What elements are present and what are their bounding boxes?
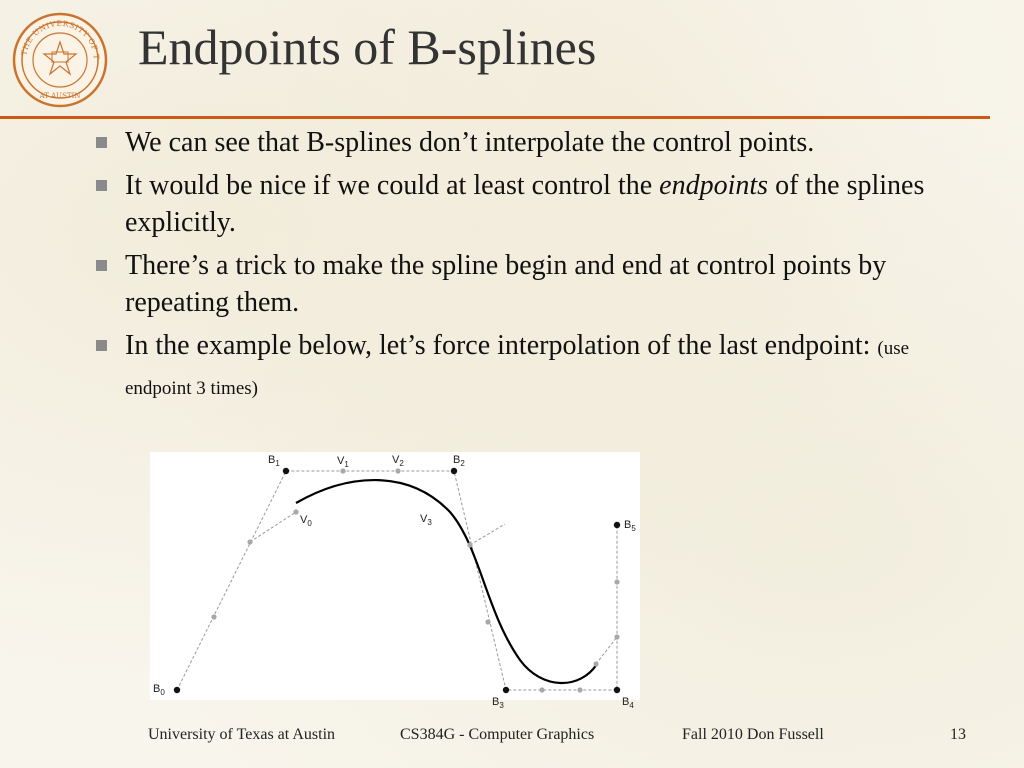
label-b3: $B_3$ — [492, 696, 504, 710]
bullet-item — [96, 124, 956, 161]
bullet-list — [96, 124, 956, 413]
bullet-text: We can see that B-splines don’t interpolate the control points. — [125, 127, 815, 158]
curve-point — [485, 619, 490, 624]
label-b0: $B_0$ — [153, 683, 165, 697]
bullet-text: It would be nice if we could at least control the — [125, 170, 660, 201]
control-point-b4 — [614, 687, 620, 693]
control-point-b3 — [503, 687, 509, 693]
bullet-square-icon — [96, 260, 107, 271]
label-b4: $B_4$ — [622, 696, 634, 710]
page-number: 13 — [950, 726, 966, 743]
university-seal-logo — [12, 12, 108, 108]
curve-point — [593, 661, 598, 666]
bullet-item — [96, 247, 956, 321]
bullet-square-icon — [96, 137, 107, 148]
emphasis-text: endpoints — [659, 170, 769, 201]
footer-university: University of Texas at Austin — [148, 726, 336, 743]
bspline-curve — [296, 480, 597, 683]
curve-point — [614, 634, 619, 639]
curve-point — [467, 542, 472, 547]
label-v2: $V_2$ — [392, 454, 404, 468]
helper-line — [470, 524, 505, 545]
label-v3: $V_3$ — [420, 513, 432, 527]
control-point-b1 — [283, 468, 289, 474]
curve-point — [211, 614, 216, 619]
bspline-figure — [150, 452, 640, 710]
bullet-square-icon — [96, 340, 107, 351]
bullet-item — [96, 327, 956, 407]
footer-course: CS384G - Computer Graphics — [400, 726, 595, 743]
curve-point — [340, 468, 345, 473]
curve-point — [539, 687, 544, 692]
control-point-b5 — [614, 522, 620, 528]
label-v1: $V_1$ — [337, 455, 349, 469]
helper-line — [250, 512, 296, 542]
svg-text:THE UNIVERSITY OF TEXAS: THE UNIVERSITY OF T — [19, 18, 102, 61]
curve-point — [247, 539, 252, 544]
bullet-text: of the splines explicitly. — [125, 170, 925, 238]
svg-text:AT AUSTIN: AT AUSTIN — [39, 92, 81, 100]
label-v0: $V_0$ — [300, 514, 312, 528]
curve-point — [395, 468, 400, 473]
curve-point — [614, 579, 619, 584]
curve-point — [577, 687, 582, 692]
control-point-b0 — [174, 687, 180, 693]
label-b5: $B_5$ — [624, 519, 636, 533]
footer-term: Fall 2010 Don Fussell — [682, 726, 824, 743]
bullet-note: (use endpoint 3 times) — [125, 338, 910, 399]
label-b1: $B_1$ — [268, 454, 280, 468]
control-point-b2 — [451, 468, 457, 474]
control-polygon — [177, 471, 617, 690]
bullet-text: In the example below, let’s force interpolation of the last endpoint: — [125, 330, 878, 361]
bullet-square-icon — [96, 180, 107, 191]
label-b2: $B_2$ — [453, 454, 465, 468]
curve-point — [293, 509, 298, 514]
bullet-text: There’s a trick to make the spline begin and end at control points by repeating them. — [125, 250, 887, 318]
slide-title: Endpoints of B-splines — [138, 19, 597, 75]
bullet-item — [96, 167, 956, 241]
title-divider — [0, 116, 990, 119]
helper-line — [596, 637, 617, 664]
